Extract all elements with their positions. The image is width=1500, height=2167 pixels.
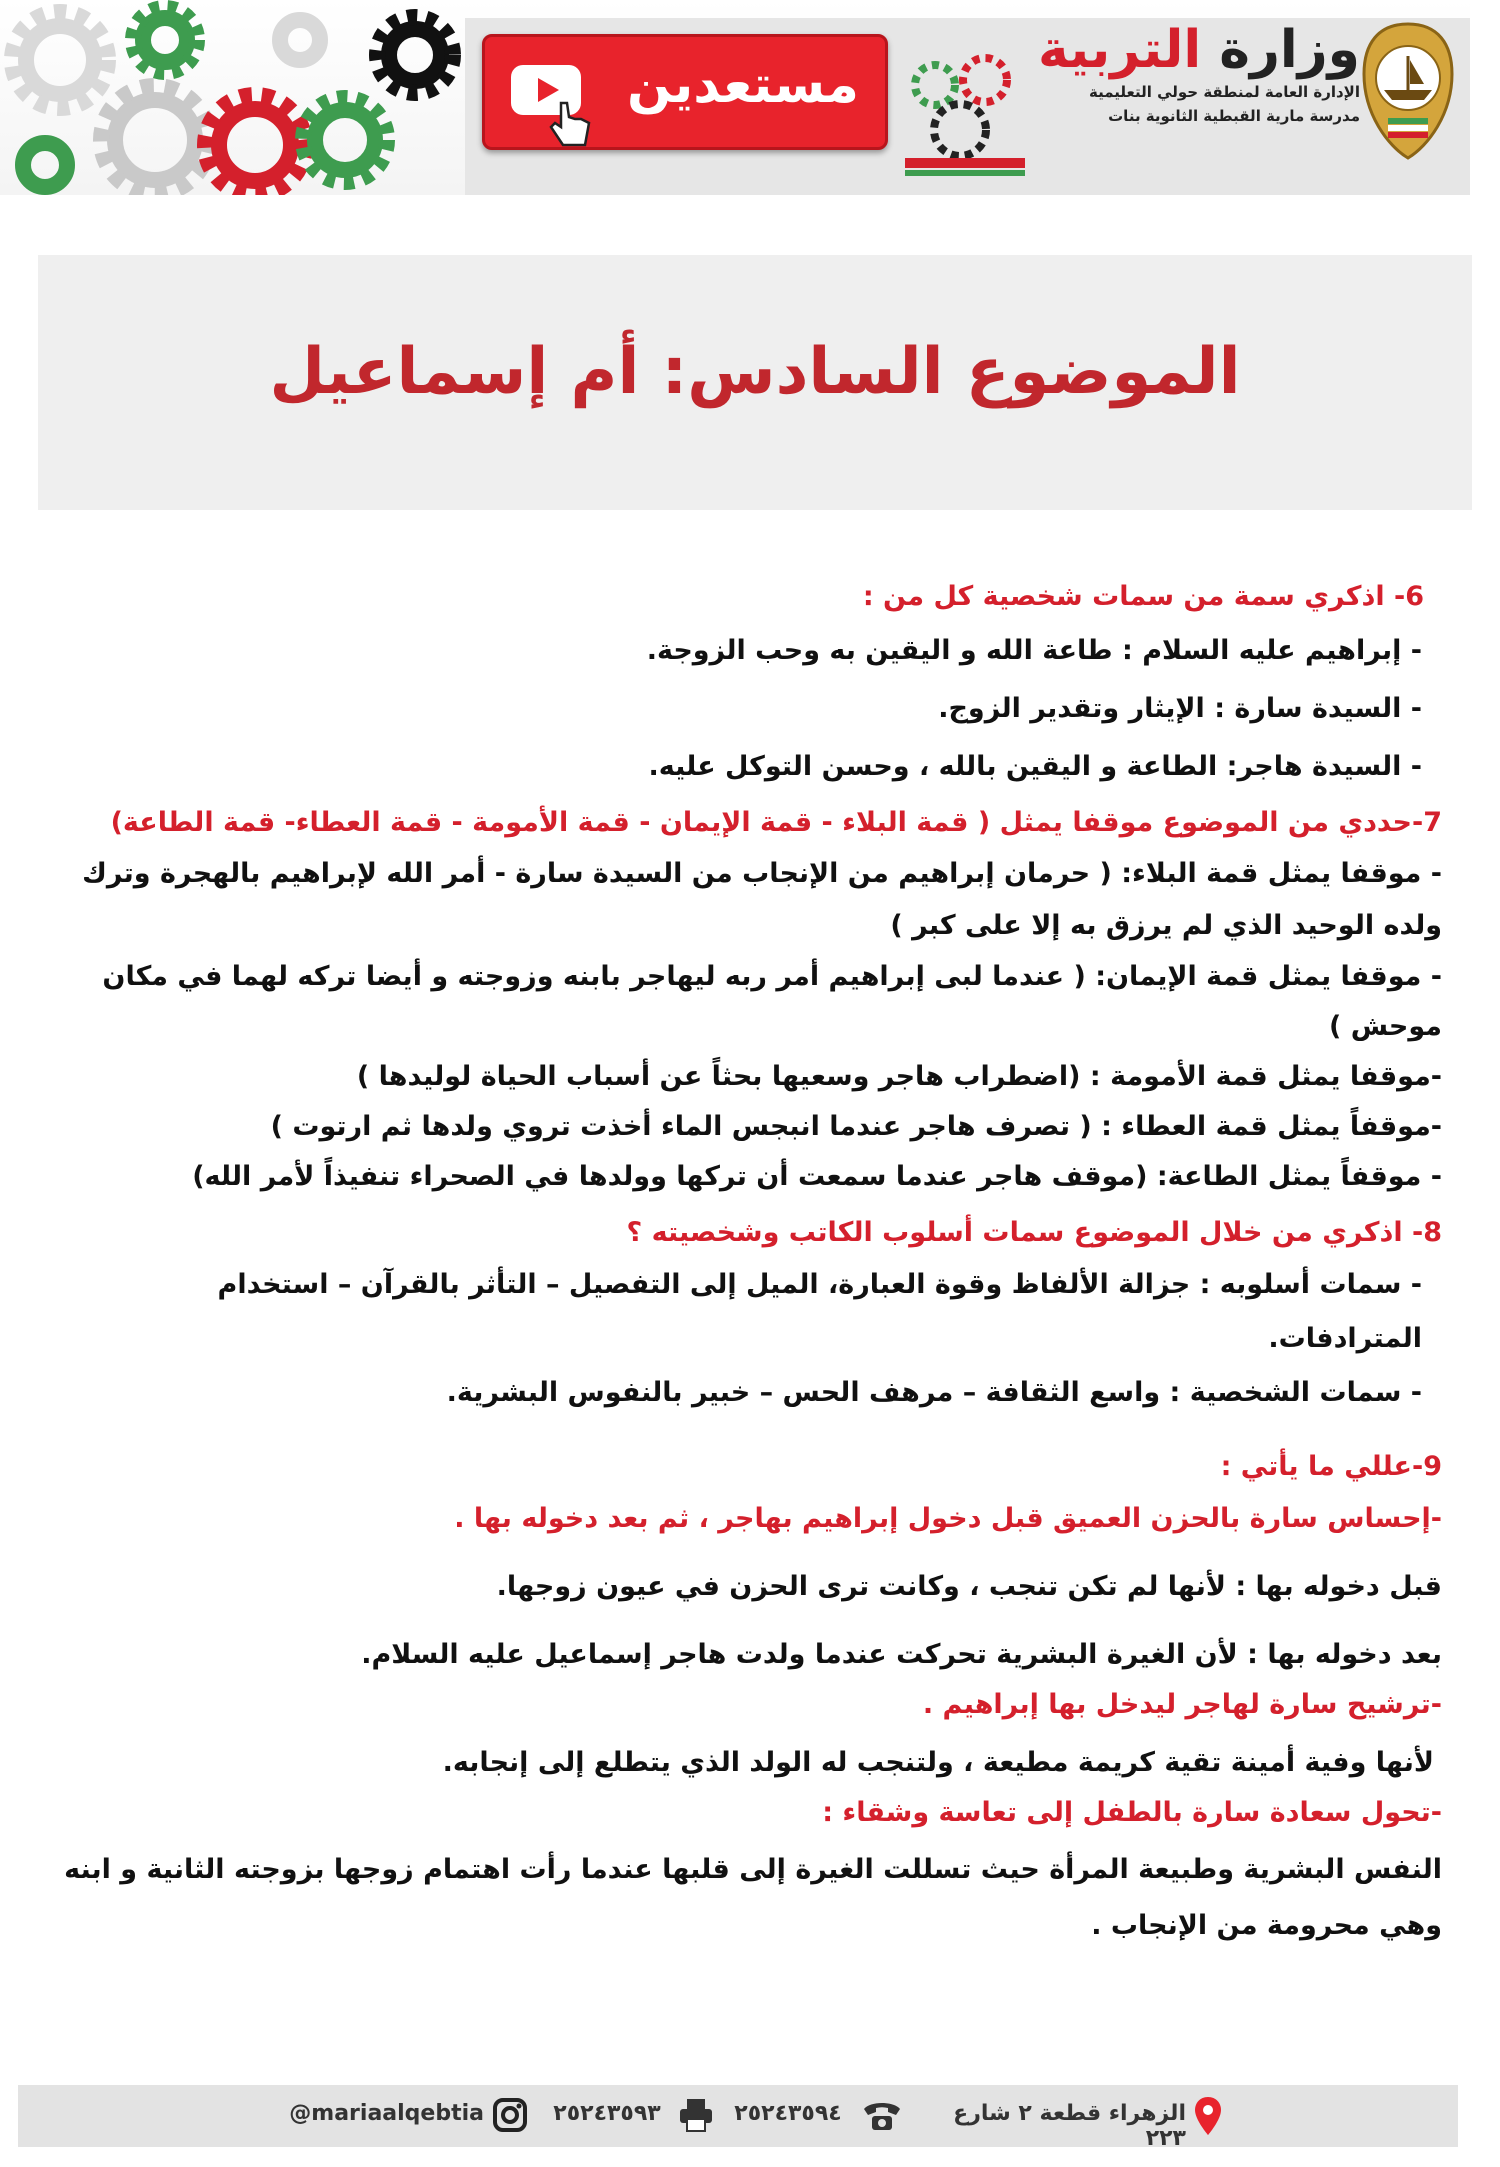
footer-address: الزهراء قطعة ٢ شارع ٢٢٣ (953, 2101, 1186, 2151)
question-7: 7-حددي من الموضوع موقفا يمثل ( قمة البلاء - قمة الإيمان - قمة الأمومة - قمة العطاء- قمة الطاعة) (110, 807, 1442, 838)
answer-6-3: - السيدة هاجر: الطاعة و اليقين بالله ، وحسن التوكل عليه. (648, 751, 1422, 782)
answer-7-2: - موقفا يمثل قمة الإيمان: ( عندما لبى إبراهيم أمر ربه ليهاجر بابنه وزوجته و أيضا تركه لهما في مكان موحش ) (102, 961, 1442, 1042)
answer-9-1-1: قبل دخوله بها : لأنها لم تكن تنجب ، وكانت ترى الحزن في عيون زوجها. (496, 1571, 1442, 1602)
answer-6-1: - إبراهيم عليه السلام : طاعة الله و اليقين به وحب الزوجة. (646, 635, 1422, 666)
title-box (38, 255, 1472, 510)
ministry-name-part1: وزارة (1201, 20, 1360, 80)
answer-7-4: -موقفاً يمثل قمة العطاء : ( تصرف هاجر عندما انبجس الماء أخذت تروي ولدها ثم ارتوت ) (270, 1111, 1442, 1142)
answer-8-1: - سمات أسلوبه : جزالة الألفاظ وقوة العبارة، الميل إلى التفصيل – التأثر بالقرآن – استخدام المترادفات. (217, 1269, 1422, 1354)
answer-6-2: - السيدة سارة : الإيثار وتقدير الزوج. (938, 693, 1422, 724)
answer-9-3-1: النفس البشرية وطبيعة المرأة حيث تسللت الغيرة إلى قلبها عندما رأت اهتمام زوجها بزوجته الثانية و ابنه وهي محرومة من الإنجاب . (64, 1854, 1442, 1941)
telephone-icon (860, 2099, 904, 2133)
location-pin-icon (1193, 2095, 1223, 2137)
question-9-item-2: -ترشيح سارة لهاجر ليدخل بها إبراهيم . (922, 1689, 1442, 1720)
answer-8-2: - سمات الشخصية : واسع الثقافة – مرهف الحس – خبير بالنفوس البشرية. (446, 1377, 1422, 1408)
answer-7-1: - موقفا يمثل قمة البلاء: ( حرمان إبراهيم من الإنجاب من السيدة سارة - أمر الله لإبراهيم بالهجرة وترك ولده الوحيد الذي لم يرزق به إلا على كبر ) (82, 858, 1442, 941)
ministry-line1: الإدارة العامة لمنطقة حولي التعليمية (1088, 83, 1360, 101)
gears-decoration-icon (0, 0, 470, 195)
footer-bar (18, 2085, 1458, 2151)
ministry-line2: مدرسة مارية القبطية الثانوية بنات (1108, 107, 1360, 125)
fax-printer-icon (678, 2097, 714, 2133)
subscribe-label: مستعدين (626, 55, 859, 115)
subscribe-button[interactable] (482, 34, 888, 150)
question-8: 8- اذكري من خلال الموضوع سمات أسلوب الكاتب وشخصيته ؟ (626, 1217, 1442, 1248)
pointer-hand-icon (547, 99, 597, 149)
kuwait-emblem-icon (1358, 16, 1458, 166)
question-6: 6- اذكري سمة من سمات شخصية كل من : (862, 581, 1424, 612)
question-9-item-3: -تحول سعادة سارة بالطفل إلى تعاسة وشقاء : (822, 1797, 1442, 1828)
header-banner (0, 0, 1470, 195)
lesson-content (60, 572, 1442, 1954)
question-9-item-1: -إحساس سارة بالحزن العميق قبل دخول إبراهيم بهاجر ، ثم بعد دخوله بها . (454, 1503, 1442, 1534)
question-9: 9-عللي ما يأتي : (1220, 1451, 1442, 1482)
answer-9-1-2: بعد دخوله بها : لأن الغيرة البشرية تحركت عندما ولدت هاجر إسماعيل عليه السلام. (361, 1639, 1442, 1670)
school-logo-icon (895, 40, 1035, 180)
footer-phone: ٢٥٢٤٣٥٩٤ (734, 2101, 842, 2126)
answer-7-3: -موقفا يمثل قمة الأمومة : (اضطراب هاجر وسعيها بحثاً عن أسباب الحياة لوليدها ) (356, 1061, 1442, 1092)
page-title: الموضوع السادس: أم إسماعيل (269, 335, 1241, 409)
ministry-name (1030, 20, 1360, 80)
answer-7-5: - موقفاً يمثل الطاعة: (موقف هاجر عندما سمعت أن تركها وولدها في الصحراء تنفيذاً لأمر الله) (192, 1161, 1442, 1192)
instagram-icon (492, 2097, 528, 2133)
ministry-name-part2: التربية (1037, 20, 1202, 80)
footer-instagram[interactable]: @mariaalqebtia (289, 2101, 484, 2126)
footer-fax: ٢٥٢٤٣٥٩٣ (553, 2101, 661, 2126)
answer-9-2-1: لأنها وفية أمينة تقية كريمة مطيعة ، ولتنجب له الولد الذي يتطلع إلى إنجابه. (442, 1747, 1434, 1778)
ministry-block (1030, 20, 1360, 128)
